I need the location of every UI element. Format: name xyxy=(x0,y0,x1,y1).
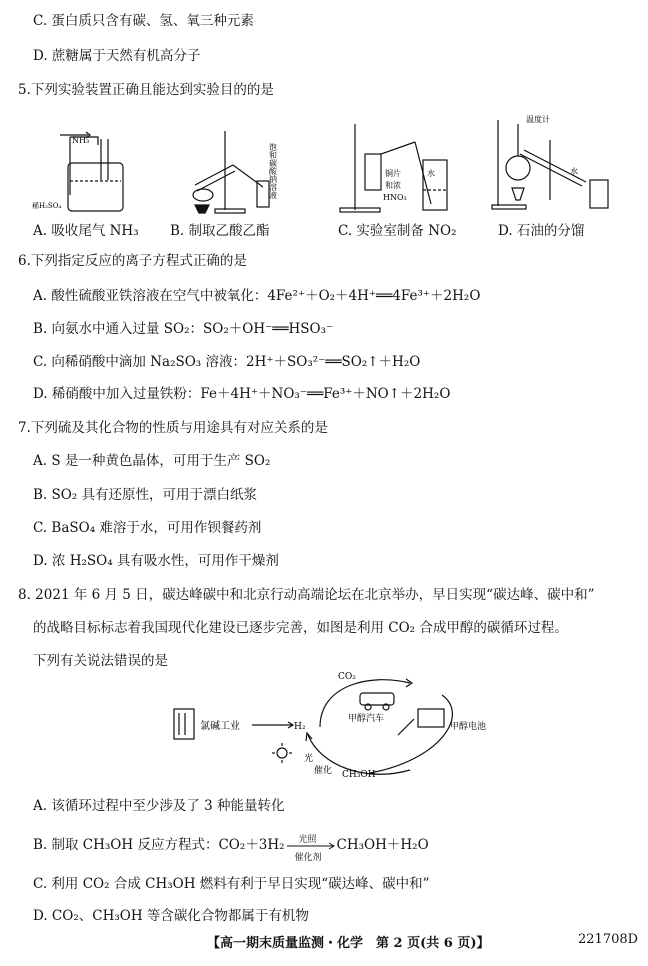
q5-caption-b: B. 制取乙酸乙酯 xyxy=(170,223,270,239)
sat-carbonate-label: 饱和碳酸钠溶液 xyxy=(268,143,278,199)
q8-stem-line3: 下列有关说法错误的是 xyxy=(33,653,168,669)
footer-code: 221708D xyxy=(578,932,639,947)
q4-option-d: D. 蔗糖属于天然有机高分子 xyxy=(33,48,201,64)
q5-figure-d xyxy=(490,110,615,220)
q6-option-b: B. 向氨水中通入过量 SO₂：SO₂＋OH⁻══HSO₃⁻ xyxy=(33,321,334,337)
q7-option-a: A. S 是一种黄色晶体，可用于生产 SO₂ xyxy=(33,453,271,469)
nh3-label: NH₃ xyxy=(72,136,90,145)
water-label: 水 xyxy=(427,169,435,178)
q5-figure-c xyxy=(335,120,460,220)
q5-caption-a: A. 吸收尾气 NH₃ xyxy=(33,223,139,239)
battery-icon xyxy=(418,709,444,727)
q5-stem: 5.下列实验装置正确且能达到实验目的的是 xyxy=(18,82,274,98)
water2-label: 水 xyxy=(570,167,578,176)
q6-option-a: A. 酸性硫酸亚铁溶液在空气中被氧化：4Fe²⁺＋O₂＋4H⁺══4Fe³⁺＋2H₂O xyxy=(33,288,481,304)
sun-icon xyxy=(277,748,287,758)
q6-option-c: C. 向稀硝酸中滴加 Na₂SO₃ 溶液：2H⁺＋SO₃²⁻══SO₂↑＋H₂O xyxy=(33,354,421,370)
cu-label: 铜片 xyxy=(385,169,401,178)
arrow-condition-bottom: 催化剂 xyxy=(294,852,322,863)
q8-option-a: A. 该循环过程中至少涉及了 3 种能量转化 xyxy=(33,798,285,814)
q8-stem-line1: 8. 2021 年 6 月 5 日，碳达峰碳中和北京行动高端论坛在北京举办，早日实现“碳达峰、碳中和” xyxy=(18,587,595,603)
ch3oh-label: CH₃OH xyxy=(342,770,376,780)
q7-stem: 7.下列硫及其化合物的性质与用途具有对应关系的是 xyxy=(18,420,328,436)
q5-figure-b xyxy=(185,125,300,220)
q8-option-b-post: CH₃OH＋H₂O xyxy=(336,837,429,853)
car-icon xyxy=(360,693,394,705)
q5-caption-c: C. 实验室制备 NO₂ xyxy=(338,223,457,239)
q8-carbon-cycle-diagram xyxy=(170,665,510,785)
car-label: 甲醇汽车 xyxy=(348,714,385,724)
factory-icon xyxy=(174,709,194,739)
footer-title: 【高一期末质量监测・化学 第 2 页(共 6 页)】 xyxy=(207,936,490,951)
q6-option-d: D. 稀硝酸中加入过量铁粉：Fe＋4H⁺＋NO₃⁻══Fe³⁺＋NO↑＋2H₂O xyxy=(33,386,451,402)
q6-stem: 6.下列指定反应的离子方程式正确的是 xyxy=(18,253,247,269)
q8-option-d: D. CO₂、CH₃OH 等含碳化合物都属于有机物 xyxy=(33,908,309,924)
q5-figure-a xyxy=(30,125,145,220)
reaction-arrow xyxy=(285,834,337,863)
q8-option-b xyxy=(33,834,429,863)
catalysis-label: 催化 xyxy=(314,766,333,776)
and-label: 和浓 xyxy=(385,181,401,190)
q7-option-b: B. SO₂ 具有还原性，可用于漂白纸浆 xyxy=(33,487,258,503)
hno3-label: HNO₃ xyxy=(383,193,407,202)
light-label: 光 xyxy=(304,754,314,764)
q8-stem-line2: 的战略目标标志着我国现代化建设已逐步完善，如图是利用 CO₂ 合成甲醇的碳循环过程。 xyxy=(33,620,568,636)
arrow-condition-top: 光照 xyxy=(298,834,317,845)
q7-option-d: D. 浓 H₂SO₄ 具有吸水性，可用作干燥剂 xyxy=(33,553,279,569)
q8-option-b-pre: B. 制取 CH₃OH 反应方程式：CO₂＋3H₂ xyxy=(33,837,285,853)
q4-option-c: C. 蛋白质只含有碳、氢、氧三种元素 xyxy=(33,13,254,29)
h2-label: H₂ xyxy=(294,722,306,732)
industry-label: 氯碱工业 xyxy=(200,721,240,732)
co2-label: CO₂ xyxy=(338,672,356,682)
h2so4-label: 稀H₂SO₄ xyxy=(32,202,62,210)
thermometer-label: 温度计 xyxy=(526,115,550,124)
q7-option-c: C. BaSO₄ 难溶于水，可用作钡餐药剂 xyxy=(33,520,262,536)
q5-caption-d: D. 石油的分馏 xyxy=(498,223,585,239)
cell-label: 甲醇电池 xyxy=(450,722,487,732)
q8-option-c: C. 利用 CO₂ 合成 CH₃OH 燃料有利于早日实现“碳达峰、碳中和” xyxy=(33,876,430,892)
